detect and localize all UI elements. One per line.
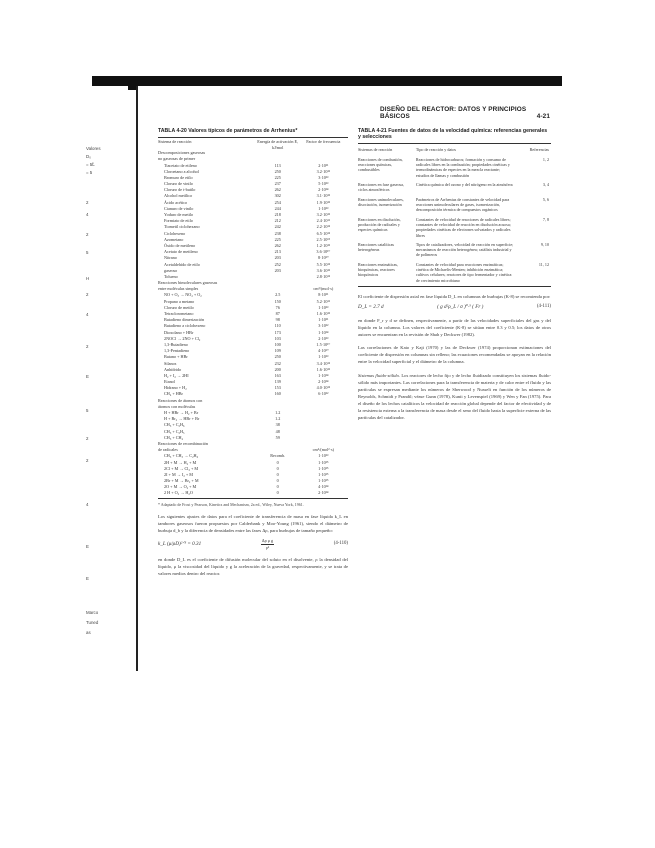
margin-note: 2 bbox=[86, 232, 89, 237]
cell-frequency-factor: 2.2·10¹² bbox=[316, 224, 330, 230]
cell-frequency-factor: cm⁶/(mol²·s) bbox=[312, 447, 334, 453]
cell-frequency-factor: 3·10¹³ bbox=[318, 174, 329, 180]
page-number: 4-21 bbox=[536, 113, 550, 120]
table20-header: Factor de frecuencia bbox=[306, 139, 341, 145]
cell-reaction: 2H + M → H₂ + M bbox=[164, 459, 197, 465]
cell-frequency-factor: 1·10¹³ bbox=[318, 205, 329, 211]
cell-activation-energy: 244 bbox=[274, 205, 281, 211]
cell-activation-energy: 2.5 bbox=[275, 292, 281, 298]
cell-reaction: Reacciones de átomos con bbox=[158, 397, 203, 403]
cell-reaction: Ácido acético bbox=[164, 199, 188, 205]
running-head-title: DISEÑO DEL REACTOR: DATOS Y PRINCIPIOS BÁSICOS bbox=[380, 106, 527, 120]
cell-reaction: NO + O₃ → NO₂ + O₂ bbox=[164, 292, 202, 298]
cell-frequency-factor: 2.8·10¹² bbox=[316, 273, 330, 279]
table21-header: Sistemas de reacción bbox=[358, 147, 393, 153]
paragraph-body: Los reactores de lecho fijo y de lecho fluidizado constituyen los sistemas fluido-sólido más importantes. Las correlaciones para la transferencia de materia y de calor entre el fluido y las partículas se expresan mediante los números de Sherwood y Nusselt en función de los números de Reynolds, Schmidt y Prandtl; véase Gunn (1978), Kunii y Levenspiel (1969) y Wen y Fan (1975). Para el diseño de los lechos catalíticos la velocidad de reacción global depende del factor de efectividad y de la resistencia externa a la transferencia de masa desde el seno del fluido hasta la superficie externa de las partículas del catalizador. bbox=[358, 372, 551, 421]
cell-description: Cinética química del ozono y del nitrógeno en la atmósfera bbox=[415, 182, 513, 188]
cell-reaction: 2I + M → I₂ + M bbox=[164, 471, 193, 477]
cell-reaction: no gaseosas de primer bbox=[158, 156, 196, 162]
table21-header: Referencias bbox=[529, 147, 549, 153]
cell-frequency-factor: 1·10¹¹ bbox=[318, 317, 329, 323]
table-row bbox=[158, 490, 348, 496]
cell-frequency-factor: 5.2·10¹¹ bbox=[316, 298, 330, 304]
cell-frequency-factor: 1.9·10¹³ bbox=[316, 199, 330, 205]
paragraph-subhead: Sistemas fluido-sólido. bbox=[358, 372, 401, 378]
cell-activation-energy: 113 bbox=[274, 162, 281, 168]
cell-reaction: Yoduro de metilo bbox=[164, 212, 194, 218]
cell-reaction: H + Br₂ → HBr + Br bbox=[164, 416, 200, 422]
cell-activation-energy: 0 bbox=[276, 490, 279, 496]
margin-note: 2 bbox=[86, 200, 89, 205]
cell-activation-energy: 225 bbox=[274, 236, 281, 242]
cell-reaction: Butadieno dimerización bbox=[164, 317, 205, 323]
cell-reaction: Etanol bbox=[164, 379, 175, 385]
left-paragraph-1: Los siguientes ajustes de datos para el coeficiente de transferencia de masa en fase líquida k_L en tambores gaseosos fueron propuestos por Calderbank y Moo-Young (1961), siendo el diámetro de burbuja d_b y la diferencia de densidades entre las fases Δρ, para burbujas de tamaño pequeño: bbox=[158, 513, 348, 534]
cell-reaction: CH₃ + CH₄ bbox=[164, 434, 184, 440]
cell-frequency-factor: 8·10¹¹ bbox=[318, 292, 329, 298]
cell-description: Reacciones de hidrocarburos; formación y consumo de radicales libres en la combustión; propiedades cinéticas y termodinámicas de especies en la mezcla reactante; estudios de llamas y combustión bbox=[415, 156, 510, 178]
margin-note: 2 bbox=[86, 436, 89, 441]
cell-activation-energy: 150 bbox=[274, 298, 281, 304]
margin-note: Marco bbox=[86, 610, 99, 615]
right-paragraph-4 bbox=[358, 372, 551, 422]
cell-reaction: H₂ + I₂ → 2HI bbox=[164, 372, 189, 378]
cell-activation-energy: 250 bbox=[274, 168, 281, 174]
cell-frequency-factor: 1·10¹⁵ bbox=[318, 459, 329, 465]
equation-number: (4-111) bbox=[536, 304, 551, 310]
top-black-bar bbox=[92, 76, 562, 86]
table-row bbox=[358, 180, 551, 195]
cell-activation-energy: 218 bbox=[274, 212, 281, 218]
cell-reaction: 1,3-Pentadieno bbox=[164, 348, 190, 354]
binding-line bbox=[136, 86, 138, 671]
cell-activation-energy: 76 bbox=[275, 304, 280, 310]
table21-header: Tipo de reacción y datos bbox=[415, 147, 456, 153]
margin-note: 5 bbox=[86, 408, 89, 413]
cell-activation-energy: 163 bbox=[274, 372, 281, 378]
cell-reaction: H + HBr → H₂ + Br bbox=[164, 410, 199, 416]
cell-reference: 11, 12 bbox=[538, 261, 549, 267]
margin-note: E bbox=[86, 576, 89, 581]
left-paragraph-2: en donde D_L es el coeficiente de difusión molecular del soluto en el disolvente, ρ la densidad del líquido, μ la viscosidad del líquido y g la aceleración de la gravedad, respectivamente, y se trata de valores medios dentro del reactor. bbox=[158, 557, 348, 577]
cell-activation-energy: 212 bbox=[274, 218, 281, 224]
cell-reaction: CH₃ + CH₃ → C₂H₆ bbox=[164, 453, 199, 459]
cell-reaction: Tetraclorometano bbox=[164, 311, 194, 317]
equation-lhs: D_L = 2.7 d bbox=[358, 304, 384, 311]
cell-frequency-factor: 3·10¹² bbox=[318, 323, 329, 329]
cell-activation-energy: 213 bbox=[274, 249, 281, 255]
table-rule bbox=[358, 286, 551, 287]
cell-activation-energy: 250 bbox=[274, 354, 281, 360]
cell-reaction: Cianuro de vinilo bbox=[164, 205, 194, 211]
cell-frequency-factor: 2·10¹⁴ bbox=[318, 187, 329, 193]
cell-activation-energy: 254 bbox=[274, 199, 281, 205]
right-paragraph-2: en donde F_r y d se definen, respectivamente, a partir de las velocidades superficiales del gas y del líquido en la columna. Los valores del coeficiente (K-8) se sitúan entre 0.3 y 0.5; los datos de otros autores se encuentran en la revisión de Shah y Deckwer (1982). bbox=[358, 317, 551, 338]
cell-activation-energy: 0 bbox=[276, 478, 279, 484]
cell-frequency-factor: 3.2·10¹³ bbox=[316, 168, 330, 174]
table21 bbox=[358, 145, 551, 285]
margin-note: Tuned bbox=[86, 620, 99, 625]
table-row bbox=[358, 195, 551, 215]
table-row bbox=[358, 215, 551, 240]
cell-frequency-factor: 8·10¹⁰ bbox=[317, 255, 329, 261]
table20-header-row bbox=[158, 139, 348, 150]
right-paragraph-3: Las correlaciones de Kato y Kaji (1970) y las de Deckwer (1974) proporcionan estimaciones del coeficiente de dispersión en columnas sin relleno; las ecuaciones recomendadas se apoyan en la relación entre la velocidad superficial y el diámetro de la columna. bbox=[358, 345, 551, 365]
cell-frequency-factor: 2.4·10¹¹ bbox=[316, 218, 330, 224]
cell-frequency-factor: 4·10¹⁴ bbox=[318, 484, 329, 490]
cell-frequency-factor: 1·10¹³ bbox=[318, 354, 329, 360]
cell-frequency-factor: 3.4·10¹² bbox=[316, 360, 330, 366]
equation-4-110 bbox=[158, 538, 348, 550]
table-rule bbox=[358, 143, 551, 144]
cell-reaction: Anhídrido bbox=[164, 366, 182, 372]
cell-description: Tipos de catalizadores, velocidad de reacción en superficie; mecanismos de reacción heterogénea; catálisis industrial y de polímeros bbox=[415, 241, 514, 258]
table-row bbox=[358, 155, 551, 180]
margin-note: D₀ bbox=[86, 154, 91, 159]
cell-description: Constantes de velocidad para reacciones enzimáticas; cinética de Michaelis-Menten; inhibición enzimática; cultivos celulares; reactores de tipo fermentador y cinética de crecimiento microbiano bbox=[415, 261, 512, 283]
cell-frequency-factor: 1·10¹⁵ bbox=[318, 471, 329, 477]
table20 bbox=[158, 139, 348, 496]
cell-reaction: Alcohol metílico bbox=[164, 193, 193, 199]
cell-frequency-factor: 2·10¹³ bbox=[318, 335, 329, 341]
cell-activation-energy: 203 bbox=[274, 267, 281, 273]
margin-note: = 5 bbox=[86, 170, 93, 175]
cell-activation-energy: 238 bbox=[274, 230, 281, 236]
cell-reaction: 2Cl + M → Cl₂ + M bbox=[164, 465, 199, 471]
cell-reaction: Formiato de etilo bbox=[164, 218, 193, 224]
cell-activation-energy: 153 bbox=[274, 385, 281, 391]
cell-frequency-factor: 3.6·10¹³ bbox=[316, 267, 330, 273]
cell-frequency-factor: 4·10¹⁰ bbox=[317, 348, 329, 354]
cell-frequency-factor: 5.5·10¹² bbox=[316, 261, 330, 267]
cell-activation-energy: 225 bbox=[274, 174, 281, 180]
cell-reaction: Reacciones de recombinación bbox=[158, 440, 208, 446]
margin-note: 5 bbox=[86, 250, 89, 255]
cell-activation-energy: 0 bbox=[276, 465, 279, 471]
cell-frequency-factor: 1.5·10¹⁰ bbox=[316, 341, 331, 347]
cell-activation-energy: 160 bbox=[274, 391, 281, 397]
cell-reaction: Butano + HBr bbox=[164, 354, 188, 360]
margin-note: 4 bbox=[86, 502, 89, 507]
cell-activation-energy: 242 bbox=[274, 224, 281, 230]
cell-system: Reacciones enzimáticas, bioquímicas, reactores bioquímicos bbox=[358, 261, 399, 278]
table21-caption: TABLA 4-21 Fuentes de datos de la velocidad química: referencias generales y selecciones bbox=[358, 128, 548, 141]
cell-reaction: Óxido de metileno bbox=[164, 242, 196, 248]
cell-reaction: Descomposiciones gaseosas bbox=[158, 150, 206, 156]
cell-frequency-factor: 5·10¹³ bbox=[318, 181, 329, 187]
cell-activation-energy: 0 bbox=[276, 471, 279, 477]
cell-reaction: Cloruro de t-butilo bbox=[164, 187, 196, 193]
cell-activation-energy: 110 bbox=[274, 323, 281, 329]
cell-reaction: Tolueno bbox=[164, 273, 178, 279]
table-row bbox=[358, 240, 551, 260]
equation-fraction bbox=[261, 538, 274, 550]
cell-activation-energy: 252 bbox=[274, 261, 281, 267]
cell-reaction: Silanos bbox=[164, 360, 177, 366]
cell-reference: 9, 10 bbox=[540, 241, 549, 247]
cell-frequency-factor: 1·10¹³ bbox=[318, 304, 329, 310]
cell-reaction: Tiacetato de etileno bbox=[164, 162, 197, 168]
fraction-denominator: ρ² bbox=[265, 544, 270, 550]
cell-frequency-factor: 2·10¹¹ bbox=[318, 162, 329, 168]
corner-tick bbox=[128, 84, 136, 90]
cell-activation-energy: 1.2 bbox=[275, 410, 281, 416]
cell-frequency-factor: 2·10¹⁴ bbox=[318, 379, 329, 385]
cell-reaction: Hidrano + H₂ bbox=[164, 385, 187, 391]
cell-reaction: Acetato de metileno bbox=[164, 249, 198, 255]
cell-frequency-factor: 1.2·10¹³ bbox=[316, 242, 330, 248]
cell-reaction: 2 H + O₂ → H₂O bbox=[164, 490, 193, 496]
cell-reference: 1, 2 bbox=[542, 156, 549, 162]
cell-activation-energy: Recomb. bbox=[270, 453, 286, 459]
cell-reaction: Reacciones bimoleculares gaseosas bbox=[158, 280, 218, 286]
margin-note: Valores bbox=[86, 146, 101, 151]
cell-reaction: Ciclohexeno bbox=[164, 230, 186, 236]
cell-activation-energy: 262 bbox=[274, 187, 281, 193]
cell-reaction: 1,3-Butadieno bbox=[164, 341, 188, 347]
left-column bbox=[158, 128, 348, 577]
right-paragraph-1: El coeficiente de dispersión axial en fase líquida D_L en columnas de burbujas (K-8) se recomienda por: bbox=[358, 294, 551, 300]
cell-frequency-factor: 2.5·10¹⁵ bbox=[316, 236, 331, 242]
table-row bbox=[358, 260, 551, 285]
cell-activation-energy: 103 bbox=[274, 335, 281, 341]
cell-frequency-factor: 3.2·10¹³ bbox=[316, 212, 330, 218]
margin-note: 2 bbox=[86, 458, 89, 463]
cell-system: Reacciones en fase gaseosa, ciclos atmosféricos bbox=[358, 182, 404, 193]
cell-frequency-factor: 3.6·10¹⁰ bbox=[316, 249, 331, 255]
table20-footnote: * Adaptado de Frost y Pearson, Kinetics and Mechanism, 2a ed., Wiley, Nueva York, 1961. bbox=[158, 501, 304, 507]
cell-activation-energy: 1.2 bbox=[275, 416, 281, 422]
cell-reaction: de radicales bbox=[158, 447, 178, 453]
cell-description: Parámetros de Arrhenius de constantes de velocidad para reacciones unimoleculares de gases, isomerización, descomposición térmica de compuestos orgánicos bbox=[415, 196, 510, 213]
cell-reaction: Butadieno a ciclohexeno bbox=[164, 323, 206, 329]
cell-activation-energy: 200 bbox=[274, 366, 281, 372]
equation-lhs: k_L (μ/ρD)²ᐟ³ = 0.31 bbox=[158, 540, 202, 547]
cell-reaction: CH₃ + C₂H₅ bbox=[164, 428, 185, 434]
margin-note: 4 bbox=[86, 312, 89, 317]
cell-system: Reacciones catalíticas heterogéneas bbox=[358, 241, 395, 253]
cell-reaction: gaseoso bbox=[164, 267, 178, 273]
cell-reaction: 2Br + M → Br₂ + M bbox=[164, 478, 199, 484]
cell-reaction: 2NOCl → 2NO + Cl₂ bbox=[164, 335, 201, 341]
running-head bbox=[380, 106, 550, 120]
cell-frequency-factor: 1.6·10¹³ bbox=[316, 366, 330, 372]
cell-frequency-factor: 1·10¹³ bbox=[318, 453, 329, 459]
cell-activation-energy: 109 bbox=[274, 348, 281, 354]
cell-frequency-factor: 1·10¹⁵ bbox=[318, 465, 329, 471]
margin-note: E bbox=[86, 374, 89, 379]
table-rule bbox=[158, 137, 348, 138]
cell-reaction: CH₃ + C₂H₆ bbox=[164, 422, 185, 428]
margin-note: as bbox=[86, 630, 91, 635]
cell-reaction: Cloruro de vinilo bbox=[164, 181, 193, 187]
margin-note: = 5̃L bbox=[86, 162, 95, 167]
margin-note: 2 bbox=[86, 292, 89, 297]
cell-reaction: Cloroetano a alcohol bbox=[164, 168, 199, 174]
margin-note: E bbox=[86, 544, 89, 549]
cell-activation-energy: 237 bbox=[274, 181, 281, 187]
equation-body: ( g d²ρ_L / σ )⁰·⁵ ( Fr ) bbox=[437, 304, 484, 311]
cell-reaction: Acetaldehído de etilo bbox=[164, 261, 200, 267]
cell-activation-energy: 262 bbox=[274, 242, 281, 248]
cell-reaction: Azometano bbox=[164, 236, 184, 242]
cell-frequency-factor: 2·10¹⁴ bbox=[318, 490, 329, 496]
equation-4-111 bbox=[358, 304, 551, 311]
cell-activation-energy: 87 bbox=[275, 311, 280, 317]
margin-note: H bbox=[86, 276, 90, 281]
cell-system: Reacciones unimoleculares, disociación, isomerización bbox=[358, 196, 404, 207]
equation-number: (4-110) bbox=[333, 540, 348, 546]
cell-reaction: Tiometil ciclohexano bbox=[164, 224, 200, 230]
cell-activation-energy: 98 bbox=[275, 317, 280, 323]
cell-reaction: Cloruro de metilo bbox=[164, 304, 194, 310]
cell-frequency-factor: 6.5·10¹² bbox=[316, 230, 330, 236]
cell-reaction: 2O + M → O₂ + M bbox=[164, 484, 197, 490]
cell-description: Constantes de velocidad de reacciones de radicales libres; constantes de velocidad de reacción en disolución acuosa; propiedades cinéticas de electrones solvatados y radicales libres bbox=[415, 216, 511, 238]
cell-activation-energy: 0 bbox=[276, 459, 279, 465]
table20-header: Energía de activación E, kJ/mol bbox=[257, 139, 299, 150]
cell-reaction: Dioxolano + HBr bbox=[164, 329, 194, 335]
cell-frequency-factor: 1·10¹⁴ bbox=[318, 372, 329, 378]
cell-reaction: Bromuro de etilo bbox=[164, 174, 193, 180]
table20-caption: TABLA 4-20 Valores típicos de parámetros de Arrhenius* bbox=[158, 128, 298, 134]
cell-reaction: entre moléculas simples bbox=[158, 286, 199, 292]
right-column bbox=[358, 128, 551, 421]
cell-frequency-factor: cm³/(mol·s) bbox=[313, 286, 334, 292]
cell-frequency-factor: 1·10¹⁵ bbox=[318, 478, 329, 484]
table-rule bbox=[158, 498, 348, 499]
cell-activation-energy: 100 bbox=[274, 341, 281, 347]
cell-activation-energy: 302 bbox=[274, 193, 281, 199]
cell-reaction: CH₄ + HBr bbox=[164, 391, 183, 397]
cell-frequency-factor: 1.6·10¹³ bbox=[316, 311, 330, 317]
cell-system: Reacciones en disolución, producción de radicales y especies químicas bbox=[358, 216, 401, 233]
cell-reaction: Propano a metano bbox=[164, 298, 195, 304]
cell-frequency-factor: 3.1·10¹³ bbox=[316, 193, 330, 199]
table20-header: Sistema de reacción bbox=[158, 139, 192, 145]
cell-reference: 5, 6 bbox=[542, 196, 549, 202]
cell-reaction: Nitrano bbox=[164, 255, 177, 261]
cell-frequency-factor: 6·10¹² bbox=[318, 391, 329, 397]
margin-note: 4 bbox=[86, 212, 89, 217]
cell-activation-energy: 0 bbox=[276, 484, 279, 490]
cell-activation-energy: 232 bbox=[274, 360, 281, 366]
cell-frequency-factor: 4.0·10¹² bbox=[316, 385, 330, 391]
cell-reaction: átomos con moléculas bbox=[158, 403, 196, 409]
cell-activation-energy: 203 bbox=[274, 255, 281, 261]
cell-activation-energy: 59 bbox=[275, 434, 280, 440]
cell-activation-energy: 38 bbox=[275, 422, 280, 428]
cell-activation-energy: 139 bbox=[274, 379, 281, 385]
fraction-numerator: Δρ μ g bbox=[261, 538, 274, 544]
cell-activation-energy: 48 bbox=[275, 428, 280, 434]
cell-activation-energy: 173 bbox=[274, 329, 281, 335]
cell-frequency-factor: 1·10¹⁴ bbox=[318, 329, 329, 335]
cell-system: Reacciones de combustión, reacciones químicas, combustibles bbox=[358, 156, 403, 173]
margin-note: 2 bbox=[86, 344, 89, 349]
cell-reference: 3, 4 bbox=[542, 182, 549, 188]
table21-header-row bbox=[358, 145, 551, 154]
cell-reference: 7, 8 bbox=[542, 216, 549, 222]
